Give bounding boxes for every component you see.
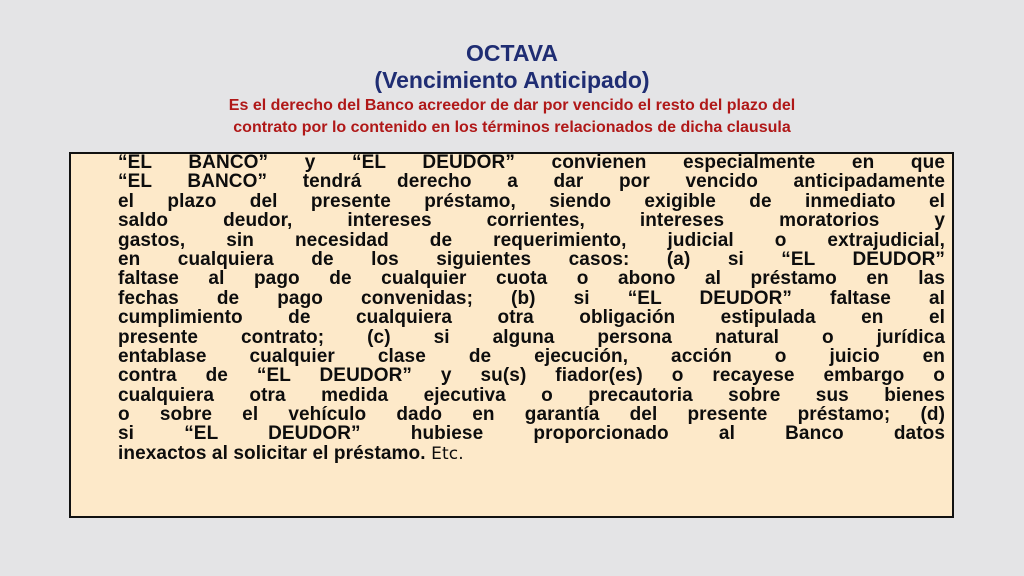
slide-subtitle-heading: (Vencimiento Anticipado)	[374, 67, 650, 93]
clause-line: faltase al pago de cualquier cuota o abono al préstamo en las	[118, 268, 945, 290]
description-line-2: contrato por lo contenido en los términos relacionados de dicha clausula	[233, 119, 791, 136]
clause-line: cualquiera otra medida ejecutiva o precautoria sobre sus bienes	[118, 384, 945, 406]
description-line-1: Es el derecho del Banco acreedor de dar por vencido el resto del plazo del	[228, 97, 796, 114]
clause-line: en cualquiera de los siguientes casos: (a) si “EL DEUDOR”	[118, 248, 945, 270]
clause-last-text: inexactos al solicitar el préstamo.	[118, 442, 426, 464]
clause-line: “EL BANCO” tendrá derecho a dar por vencido anticipadamente	[118, 171, 945, 193]
etc-text: Etc.	[425, 443, 464, 464]
clause-line: el plazo del presente préstamo, siendo exigible de inmediato el	[118, 190, 945, 212]
clause-line: gastos, sin necesidad de requerimiento, judicial o extrajudicial,	[118, 229, 945, 251]
clause-line: fechas de pago convenidas; (b) si “EL DEUDOR” faltase al	[118, 287, 945, 309]
clause-line: “EL BANCO” y “EL DEUDOR” convienen especialmente en que	[118, 152, 945, 173]
clause-line: presente contrato; (c) si alguna persona natural o jurídica	[118, 326, 945, 348]
clause-line: o sobre el vehículo dado en garantía del presente préstamo; (d)	[118, 404, 945, 426]
clause-line: cumplimiento de cualquiera otra obligación estipulada en el	[118, 307, 945, 329]
clause-line: si “EL DEUDOR” hubiese proporcionado al Banco datos	[118, 423, 945, 445]
clause-line: saldo deudor, intereses corrientes, intereses moratorios y	[118, 210, 945, 232]
clause-text	[118, 153, 945, 463]
clause-line: entablase cualquier clase de ejecución, acción o juicio en	[118, 345, 945, 367]
clause-line: contra de “EL DEUDOR” y su(s) fiador(es) o recayese embargo o	[118, 365, 945, 387]
slide-title: OCTAVA	[466, 40, 558, 66]
clause-last-line	[118, 444, 945, 463]
